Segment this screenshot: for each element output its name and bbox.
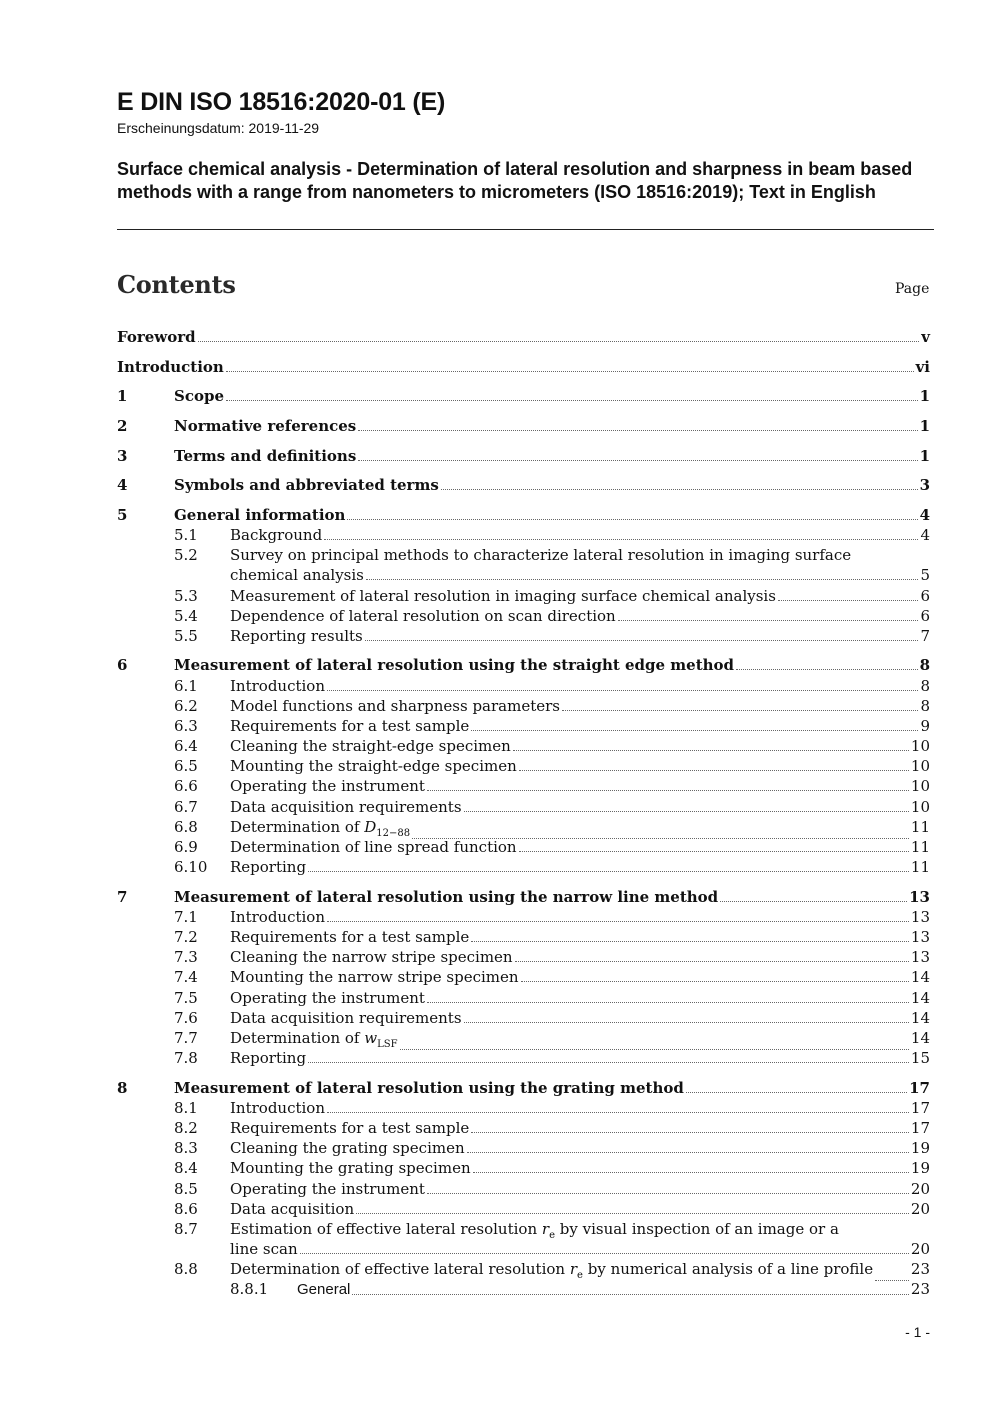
page-number: - 1 - [905, 1324, 930, 1340]
toc-title-text: by visual inspection of an image or a [559, 1220, 839, 1238]
title-divider [117, 229, 934, 230]
toc-title: Data acquisition requirements [230, 798, 462, 816]
toc-title: Operating the instrument [230, 777, 425, 795]
toc-page: 10 [910, 798, 930, 816]
toc-title: Survey on principal methods to characterize lateral resolution in imaging surface [230, 546, 852, 564]
toc-number: 7.8 [174, 1049, 198, 1067]
toc-entry-8-2[interactable] [117, 1118, 930, 1138]
toc-number: 5 [117, 506, 128, 524]
dot-leader [226, 386, 918, 406]
dot-leader [515, 947, 909, 967]
toc-title: Operating the instrument [230, 1180, 425, 1198]
toc-title: Measurement of lateral resolution using the straight edge method [174, 656, 735, 674]
toc-number: 4 [117, 476, 128, 494]
toc-number: 3 [117, 447, 128, 465]
toc-entry-foreword[interactable] [117, 327, 930, 347]
math-variable: w [364, 1029, 378, 1047]
toc-page: vi [915, 358, 930, 376]
toc-number: 5.4 [174, 607, 198, 625]
dot-leader [308, 857, 909, 877]
toc-entry-8-4[interactable] [117, 1158, 930, 1178]
toc-page: 10 [910, 737, 930, 755]
toc-number: 6.4 [174, 737, 198, 755]
toc-entry-6-6[interactable] [117, 776, 930, 796]
toc-title: Requirements for a test sample [230, 1119, 470, 1137]
math-subscript: LSF [377, 1039, 398, 1050]
toc-page: 5 [920, 566, 930, 584]
toc-number: 8.1 [174, 1099, 198, 1117]
toc-entry-5-2-line2[interactable] [117, 565, 930, 585]
dot-leader [519, 756, 909, 776]
toc-entry-5-5[interactable] [117, 626, 930, 646]
toc-title: Cleaning the straight-edge specimen [230, 737, 511, 755]
toc-page: 8 [920, 677, 930, 695]
toc-number: 2 [117, 417, 128, 435]
toc-entry-8-3[interactable] [117, 1138, 930, 1158]
dot-leader [226, 357, 914, 377]
math-symbol [364, 818, 411, 839]
toc-page: 3 [919, 476, 930, 494]
math-symbol [364, 1029, 398, 1050]
toc-page: 11 [910, 858, 930, 876]
toc-entry-6[interactable] [117, 655, 930, 675]
toc-title-continued: chemical analysis [230, 566, 364, 584]
toc-entry-8-5[interactable] [117, 1179, 930, 1199]
toc-entry-5-1[interactable] [117, 525, 930, 545]
dot-leader [736, 655, 918, 675]
toc-title: Cleaning the narrow stripe specimen [230, 948, 513, 966]
toc-title: General [297, 1281, 351, 1298]
toc-title: Requirements for a test sample [230, 717, 470, 735]
dot-leader [464, 1008, 909, 1028]
math-subscript: e [577, 1270, 583, 1281]
dot-leader [198, 327, 920, 347]
toc-page: 15 [910, 1049, 930, 1067]
toc-page: 13 [910, 948, 930, 966]
dot-leader [300, 1239, 909, 1259]
toc-title: Introduction [230, 908, 325, 926]
dot-leader [358, 446, 917, 466]
toc-title-continued: line scan [230, 1240, 298, 1258]
toc-number: 7.6 [174, 1009, 198, 1027]
dot-leader [358, 416, 917, 436]
dot-leader [427, 776, 909, 796]
toc-number: 8.8.1 [230, 1280, 269, 1298]
toc-entry-1[interactable] [117, 386, 930, 406]
toc-number: 7.2 [174, 928, 198, 946]
toc-entry-7-2[interactable] [117, 927, 930, 947]
toc-entry-7-8[interactable] [117, 1048, 930, 1068]
dot-leader [324, 525, 918, 545]
toc-entry-7-1[interactable] [117, 907, 930, 927]
toc-entry-8-8-1[interactable] [117, 1279, 930, 1299]
toc-entry-6-2[interactable] [117, 696, 930, 716]
dot-leader [519, 837, 909, 857]
toc-page: 14 [910, 989, 930, 1007]
toc-number: 5.1 [174, 526, 198, 544]
toc-entry-5-3[interactable] [117, 586, 930, 606]
toc-number: 7.7 [174, 1029, 198, 1047]
toc-entry-7-7[interactable] [117, 1028, 930, 1048]
dot-leader [513, 736, 909, 756]
dot-leader [521, 967, 909, 987]
toc-title: Data acquisition requirements [230, 1009, 462, 1027]
toc-number: 8 [117, 1079, 128, 1097]
math-variable: r [569, 1260, 578, 1278]
toc-page: 17 [910, 1119, 930, 1137]
toc-page: 14 [910, 1029, 930, 1047]
toc-entry-6-7[interactable] [117, 797, 930, 817]
toc-page: 20 [910, 1180, 930, 1198]
toc-page: 23 [910, 1260, 930, 1278]
toc-title: Introduction [230, 677, 325, 695]
toc-title-text: Estimation of effective lateral resolution [230, 1220, 538, 1238]
toc-number: 6.5 [174, 757, 198, 775]
toc-number: 6.1 [174, 677, 198, 695]
toc-entry-8-1[interactable] [117, 1098, 930, 1118]
toc-number: 8.7 [174, 1220, 198, 1238]
toc-page: 13 [910, 908, 930, 926]
toc-number: 6.9 [174, 838, 198, 856]
publication-date: Erscheinungsdatum: 2019-11-29 [117, 120, 320, 136]
toc-number: 8.3 [174, 1139, 198, 1157]
toc-title: Dependence of lateral resolution on scan direction [230, 607, 616, 625]
toc-page: 17 [909, 1079, 930, 1097]
toc-title: Reporting results [230, 627, 363, 645]
toc-number: 8.8 [174, 1260, 198, 1278]
toc-number: 8.2 [174, 1119, 198, 1137]
toc-title-text: Determination of [230, 1029, 360, 1047]
toc-entry-7[interactable] [117, 887, 930, 907]
toc-page: 10 [910, 757, 930, 775]
document-id: E DIN ISO 18516:2020-01 (E) [117, 88, 446, 116]
toc-entry-5-4[interactable] [117, 606, 930, 626]
toc-entry-6-5[interactable] [117, 756, 930, 776]
toc-page: 4 [919, 506, 930, 524]
dot-leader [308, 1048, 909, 1068]
toc-entry-5-2-line1[interactable] [117, 545, 930, 565]
toc-page: 6 [920, 607, 930, 625]
toc-number: 6.8 [174, 818, 198, 836]
math-subscript: e [549, 1230, 555, 1241]
toc-title: Introduction [230, 1099, 325, 1117]
dot-leader [327, 907, 909, 927]
toc-title: Reporting [230, 858, 307, 876]
toc-title-text: Determination of effective lateral resolution [230, 1260, 566, 1278]
toc-page: 6 [920, 587, 930, 605]
toc-number: 8.5 [174, 1180, 198, 1198]
toc-entry-7-4[interactable] [117, 967, 930, 987]
dot-leader [356, 1199, 909, 1219]
toc-page: 17 [910, 1099, 930, 1117]
toc-title: Data acquisition [230, 1200, 355, 1218]
toc-number: 6.6 [174, 777, 198, 795]
toc-title: Reporting [230, 1049, 307, 1067]
toc-entry-4[interactable] [117, 475, 930, 495]
toc-entry-6-9[interactable] [117, 837, 930, 857]
toc-page: 10 [910, 777, 930, 795]
toc-entry-6-8[interactable] [117, 817, 930, 837]
dot-leader [720, 887, 907, 907]
toc-page: 1 [919, 387, 930, 405]
toc-number: 7 [117, 888, 128, 906]
toc-number: 5.3 [174, 587, 198, 605]
toc-entry-6-1[interactable] [117, 676, 930, 696]
toc-entry-8-6[interactable] [117, 1199, 930, 1219]
toc-page: 9 [920, 717, 930, 735]
toc-title: Background [230, 526, 323, 544]
dot-leader [471, 716, 918, 736]
toc-title: Measurement of lateral resolution using the narrow line method [174, 888, 719, 906]
dot-leader [352, 1279, 909, 1300]
toc-entry-8-8[interactable] [117, 1259, 930, 1279]
toc-page: 11 [910, 838, 930, 856]
toc-title: Operating the instrument [230, 989, 425, 1007]
dot-leader [562, 696, 918, 716]
toc-entry-8-7-line2[interactable] [117, 1239, 930, 1259]
toc-entry-3[interactable] [117, 446, 930, 466]
dot-leader [427, 1179, 909, 1199]
toc-number: 8.4 [174, 1159, 198, 1177]
dot-leader [427, 988, 909, 1008]
toc-title: Introduction [117, 358, 224, 376]
toc-number: 5.5 [174, 627, 198, 645]
toc-title: Cleaning the grating specimen [230, 1139, 465, 1157]
toc-title: Measurement of lateral resolution using the grating method [174, 1079, 684, 1097]
toc-page: 7 [920, 627, 930, 645]
toc-entry-introduction[interactable] [117, 357, 930, 377]
dot-leader [618, 606, 919, 626]
toc-title: Mounting the grating specimen [230, 1159, 471, 1177]
toc-title: General information [174, 506, 346, 524]
dot-leader [464, 797, 909, 817]
toc-title: Measurement of lateral resolution in imaging surface chemical analysis [230, 587, 776, 605]
toc-title: Scope [174, 387, 225, 405]
math-variable: r [541, 1220, 550, 1238]
toc-page: 4 [920, 526, 930, 544]
toc-title: Determination of line spread function [230, 838, 517, 856]
toc-number: 1 [117, 387, 128, 405]
contents-heading: Contents [117, 270, 236, 299]
toc-entry-6-4[interactable] [117, 736, 930, 756]
toc-number: 6.3 [174, 717, 198, 735]
toc-number: 8.6 [174, 1200, 198, 1218]
dot-leader [778, 586, 919, 606]
toc-number: 5.2 [174, 546, 198, 564]
toc-page: 1 [919, 417, 930, 435]
toc-page: 8 [919, 656, 930, 674]
math-subscript: 12−88 [376, 828, 411, 839]
toc-entry-6-3[interactable] [117, 716, 930, 736]
toc-page: 8 [920, 697, 930, 715]
toc-title-text: Determination of [230, 818, 360, 836]
toc-title: Mounting the narrow stripe specimen [230, 968, 519, 986]
toc-page: 20 [910, 1240, 930, 1258]
toc-title: Normative references [174, 417, 357, 435]
toc-entry-7-3[interactable] [117, 947, 930, 967]
toc-page: 19 [910, 1139, 930, 1157]
toc-page: v [921, 328, 930, 346]
toc-title: Mounting the straight-edge specimen [230, 757, 517, 775]
dot-leader [441, 475, 918, 495]
toc-page: 1 [919, 447, 930, 465]
dot-leader [366, 565, 919, 585]
toc-title: Terms and definitions [174, 447, 357, 465]
toc-number: 7.3 [174, 948, 198, 966]
toc-entry-7-6[interactable] [117, 1008, 930, 1028]
toc-number: 7.4 [174, 968, 198, 986]
toc-page: 20 [910, 1200, 930, 1218]
math-variable: D [364, 818, 377, 836]
toc-number: 6.7 [174, 798, 198, 816]
toc-entry-5[interactable] [117, 505, 930, 525]
dot-leader [473, 1158, 909, 1178]
toc-page: 13 [910, 928, 930, 946]
math-symbol [569, 1260, 583, 1281]
dot-leader [467, 1138, 909, 1158]
dot-leader [327, 676, 918, 696]
toc-number: 6.2 [174, 697, 198, 715]
toc-entry-7-5[interactable] [117, 988, 930, 1008]
toc-title: Model functions and sharpness parameters [230, 697, 560, 715]
toc-page: 11 [910, 818, 930, 836]
toc-entry-8-7-line1[interactable] [117, 1219, 930, 1239]
toc-entry-8[interactable] [117, 1078, 930, 1098]
dot-leader [327, 1098, 909, 1118]
document-title: Surface chemical analysis - Determination of lateral resolution and sharpness in beam based methods with a range from nanometers to micrometers (ISO 18516:2019); Text in English [117, 159, 913, 202]
toc-entry-6-10[interactable] [117, 857, 930, 877]
toc-title: Symbols and abbreviated terms [174, 476, 439, 494]
dot-leader [471, 927, 909, 947]
toc-title: Foreword [117, 328, 196, 346]
math-symbol [541, 1220, 555, 1241]
toc-page: 23 [910, 1280, 930, 1298]
toc-number: 7.1 [174, 908, 198, 926]
toc-title: Requirements for a test sample [230, 928, 470, 946]
toc-number: 6 [117, 656, 128, 674]
dot-leader [471, 1118, 909, 1138]
toc-number: 7.5 [174, 989, 198, 1007]
dot-leader [347, 505, 917, 525]
page-column-label: Page [895, 281, 930, 297]
dot-leader [365, 626, 919, 646]
toc-title-text: by numerical analysis of a line profile [587, 1260, 874, 1278]
toc-page: 19 [910, 1159, 930, 1177]
toc-page: 14 [910, 1009, 930, 1027]
toc-page: 14 [910, 968, 930, 986]
toc-entry-2[interactable] [117, 416, 930, 436]
toc-page: 13 [909, 888, 930, 906]
toc-number: 6.10 [174, 858, 208, 876]
dot-leader [686, 1078, 907, 1098]
